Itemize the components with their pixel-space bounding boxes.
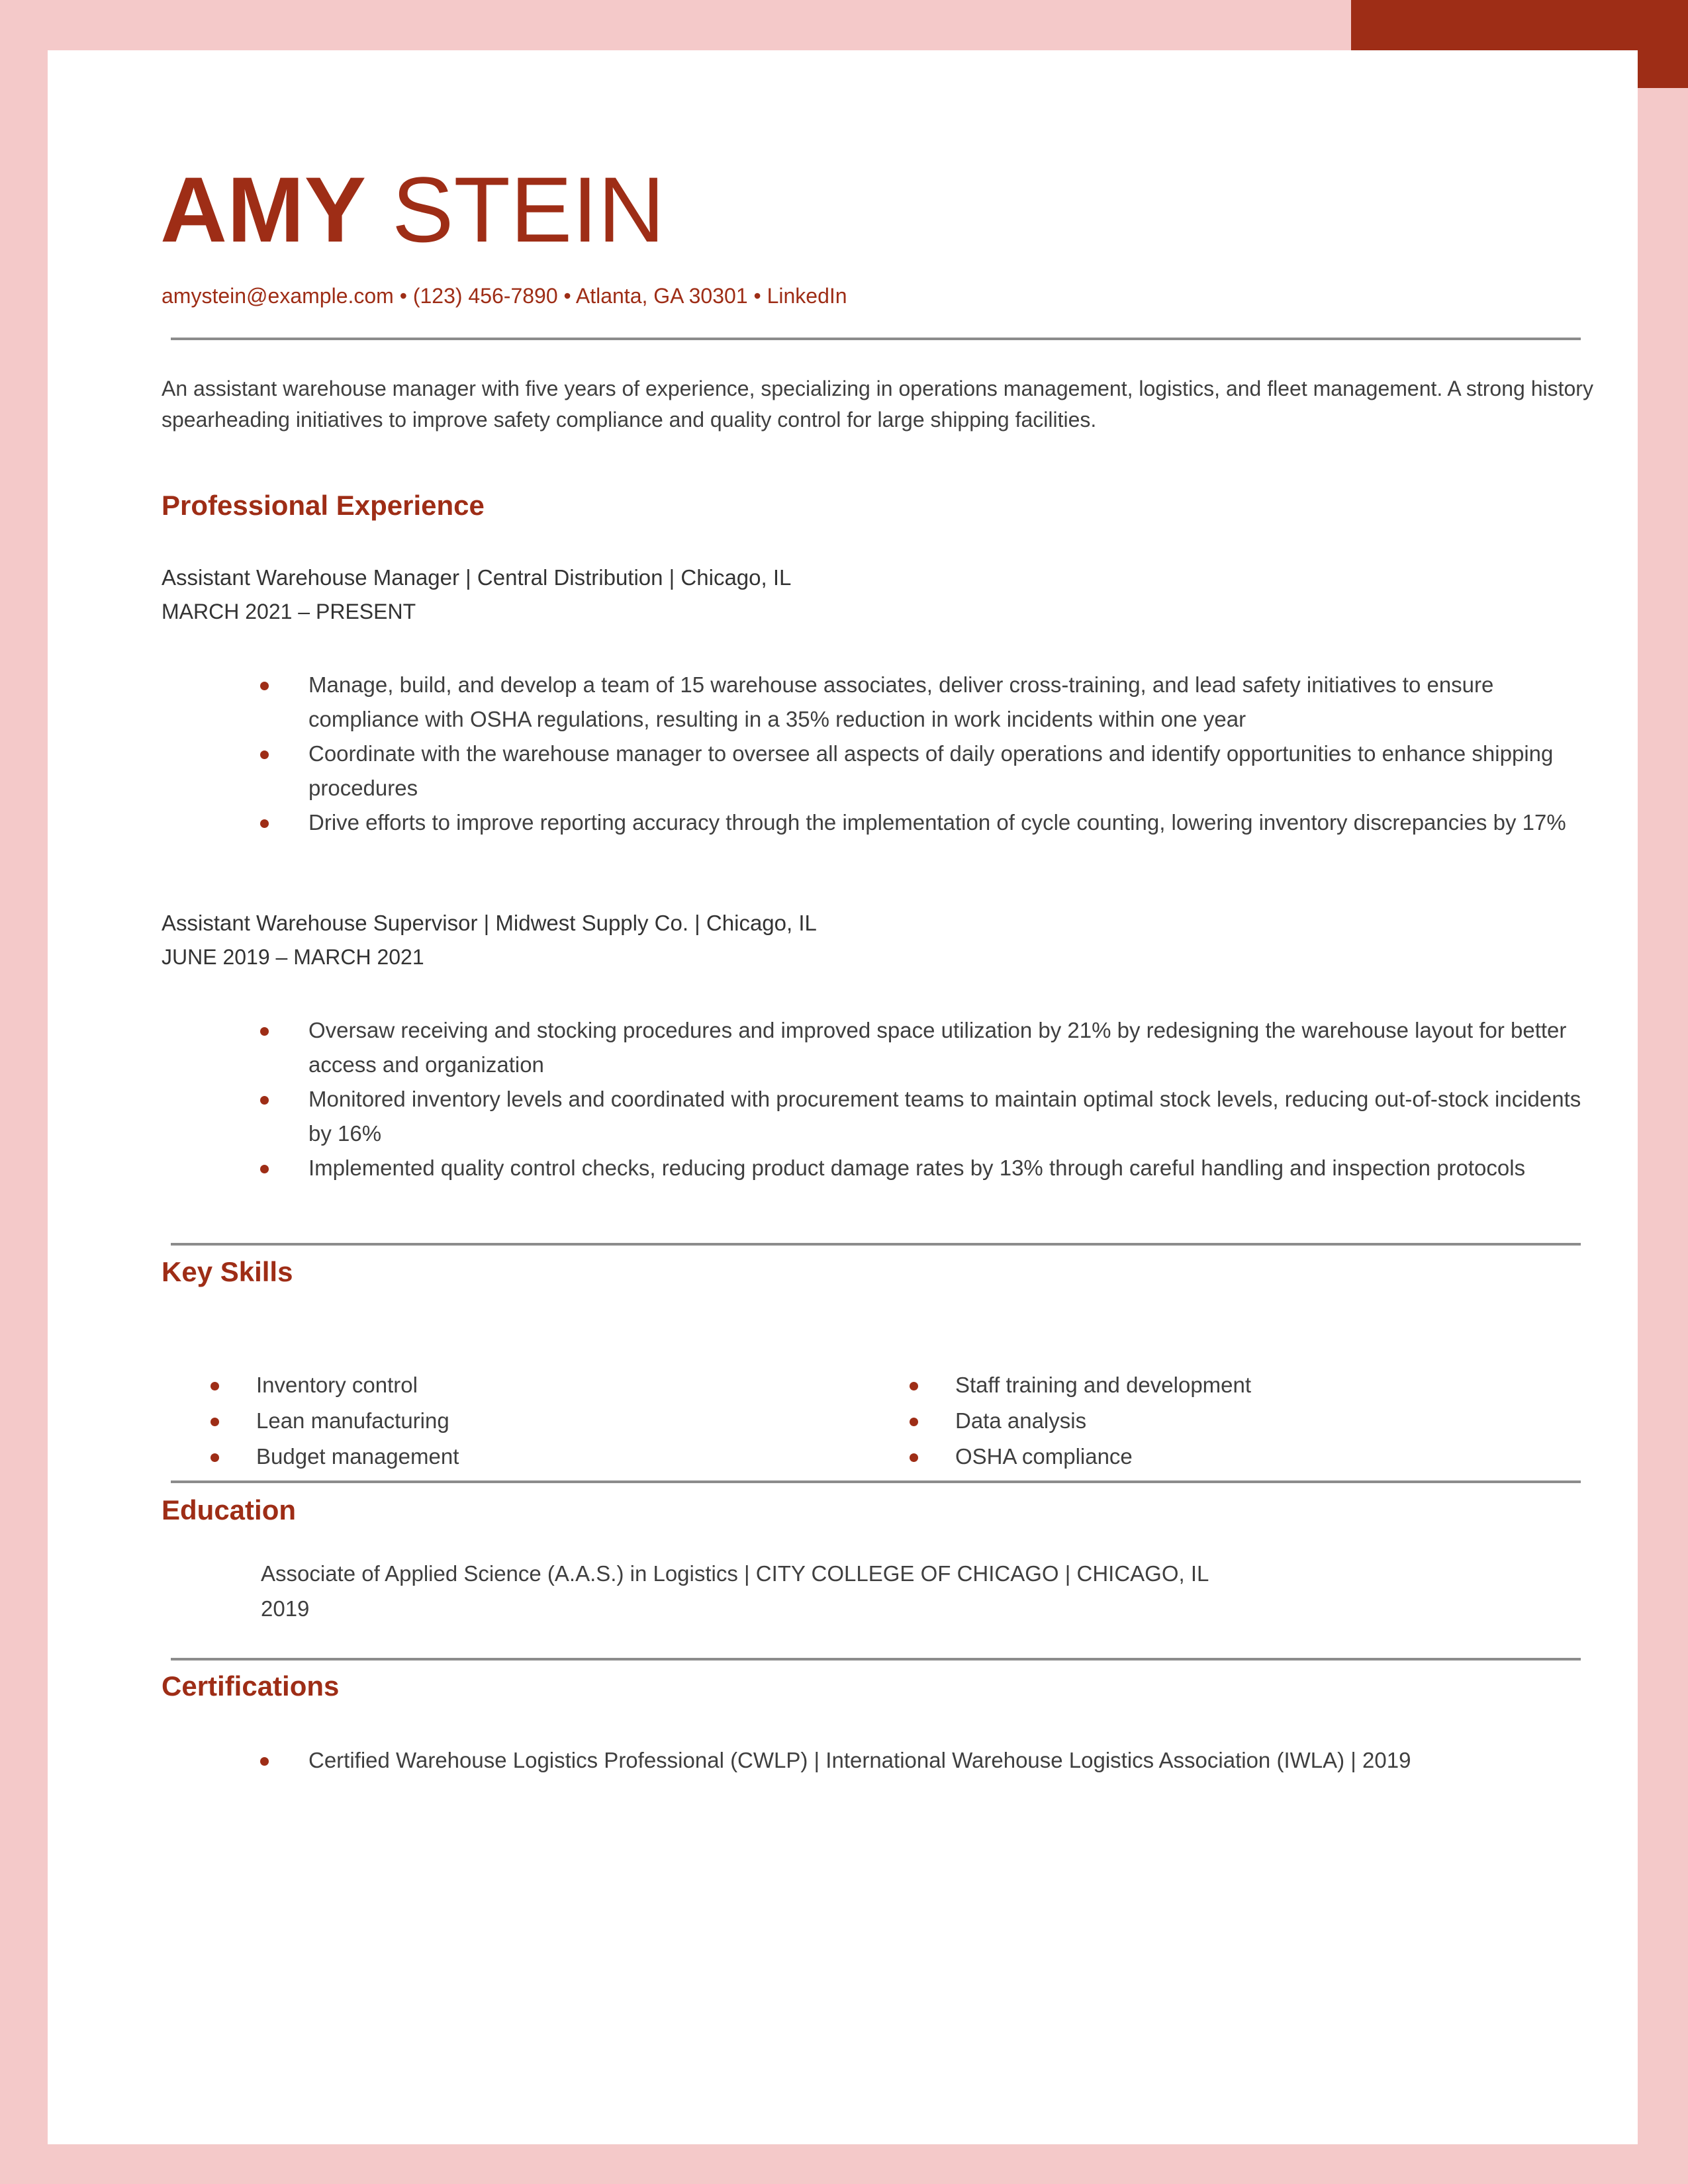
skill-text: Lean manufacturing bbox=[256, 1408, 449, 1433]
bullet-text: Implemented quality control checks, reducing product damage rates by 13% through careful handling and inspection protocols bbox=[308, 1156, 1526, 1180]
bullet-text: Monitored inventory levels and coordinated with procurement teams to maintain optimal stock levels, reducing out-of-stock incidents by 16% bbox=[308, 1087, 1581, 1146]
candidate-name bbox=[160, 156, 665, 263]
contact-line: amystein@example.com • (123) 456-7890 • Atlanta, GA 30301 • LinkedIn bbox=[162, 284, 847, 308]
divider bbox=[171, 338, 1581, 340]
bullet-icon bbox=[260, 751, 269, 759]
last-name: STEIN bbox=[392, 158, 665, 261]
list-item bbox=[162, 805, 1605, 840]
bullet-icon bbox=[910, 1418, 918, 1426]
section-title-skills: Key Skills bbox=[162, 1256, 293, 1287]
job-dates: JUNE 2019 – MARCH 2021 bbox=[162, 945, 424, 969]
job-bullets bbox=[162, 668, 1605, 840]
bullet-icon bbox=[211, 1453, 219, 1462]
list-item bbox=[861, 1439, 1523, 1475]
education-year: 2019 bbox=[261, 1596, 310, 1621]
list-item bbox=[162, 1151, 1605, 1185]
list-item bbox=[162, 737, 1605, 805]
first-name: AMY bbox=[160, 158, 367, 261]
list-item bbox=[162, 1013, 1605, 1082]
divider bbox=[171, 1243, 1581, 1246]
bullet-text: Drive efforts to improve reporting accuracy through the implementation of cycle counting, lowering inventory discrepancies by 17% bbox=[308, 810, 1566, 835]
job-dates: MARCH 2021 – PRESENT bbox=[162, 600, 416, 623]
education-degree: Associate of Applied Science (A.A.S.) in Logistics | CITY COLLEGE OF CHICAGO | CHICAGO, IL bbox=[261, 1561, 1209, 1586]
list-item bbox=[162, 1367, 823, 1403]
divider bbox=[171, 1480, 1581, 1483]
list-item bbox=[162, 668, 1605, 737]
list-item bbox=[861, 1403, 1523, 1439]
summary: An assistant warehouse manager with five years of experience, specializing in operations management, logistics, and fleet management. A strong history spearheading initiatives to improve safety compliance and quality control for large shipping facilities. bbox=[162, 377, 1593, 432]
bullet-text: Manage, build, and develop a team of 15 warehouse associates, deliver cross-training, and lead safety initiatives to ensure compliance with OSHA regulations, resulting in a 35% reduction in work incidents within one year bbox=[308, 672, 1494, 731]
bullet-icon bbox=[260, 682, 269, 690]
job-bullets bbox=[162, 1013, 1605, 1185]
bullet-icon bbox=[260, 1027, 269, 1036]
bullet-icon bbox=[910, 1453, 918, 1462]
certification-text: Certified Warehouse Logistics Professional (CWLP) | International Warehouse Logistics Association (IWLA) | 2019 bbox=[308, 1748, 1411, 1772]
skills-list-left bbox=[162, 1367, 823, 1475]
bullet-text: Oversaw receiving and stocking procedures and improved space utilization by 21% by redesigning the warehouse layout for better access and organization bbox=[308, 1018, 1567, 1077]
bullet-icon bbox=[260, 1096, 269, 1105]
section-title-certifications: Certifications bbox=[162, 1670, 340, 1702]
skills-list-right bbox=[861, 1367, 1523, 1475]
bullet-icon bbox=[260, 1165, 269, 1173]
bullet-text: Coordinate with the warehouse manager to oversee all aspects of daily operations and identify opportunities to enhance shipping procedures bbox=[308, 741, 1554, 800]
list-item bbox=[162, 1403, 823, 1439]
job-title: Assistant Warehouse Supervisor | Midwest Supply Co. | Chicago, IL bbox=[162, 911, 817, 935]
skill-text: Staff training and development bbox=[955, 1373, 1252, 1397]
section-title-education: Education bbox=[162, 1494, 297, 1525]
resume-page bbox=[48, 50, 1638, 2144]
bullet-icon bbox=[211, 1418, 219, 1426]
list-item bbox=[861, 1367, 1523, 1403]
skill-text: OSHA compliance bbox=[955, 1444, 1133, 1469]
list-item bbox=[162, 1082, 1605, 1151]
skill-text: Data analysis bbox=[955, 1408, 1087, 1433]
bullet-icon bbox=[910, 1382, 918, 1390]
certifications-list bbox=[162, 1743, 1605, 1778]
bullet-icon bbox=[260, 819, 269, 828]
skill-text: Inventory control bbox=[256, 1373, 418, 1397]
bullet-icon bbox=[211, 1382, 219, 1390]
section-title-experience: Professional Experience bbox=[162, 490, 485, 521]
skill-text: Budget management bbox=[256, 1444, 459, 1469]
divider bbox=[171, 1658, 1581, 1661]
bullet-icon bbox=[260, 1757, 269, 1766]
list-item bbox=[162, 1743, 1605, 1778]
list-item bbox=[162, 1439, 823, 1475]
job-title: Assistant Warehouse Manager | Central Distribution | Chicago, IL bbox=[162, 565, 792, 590]
